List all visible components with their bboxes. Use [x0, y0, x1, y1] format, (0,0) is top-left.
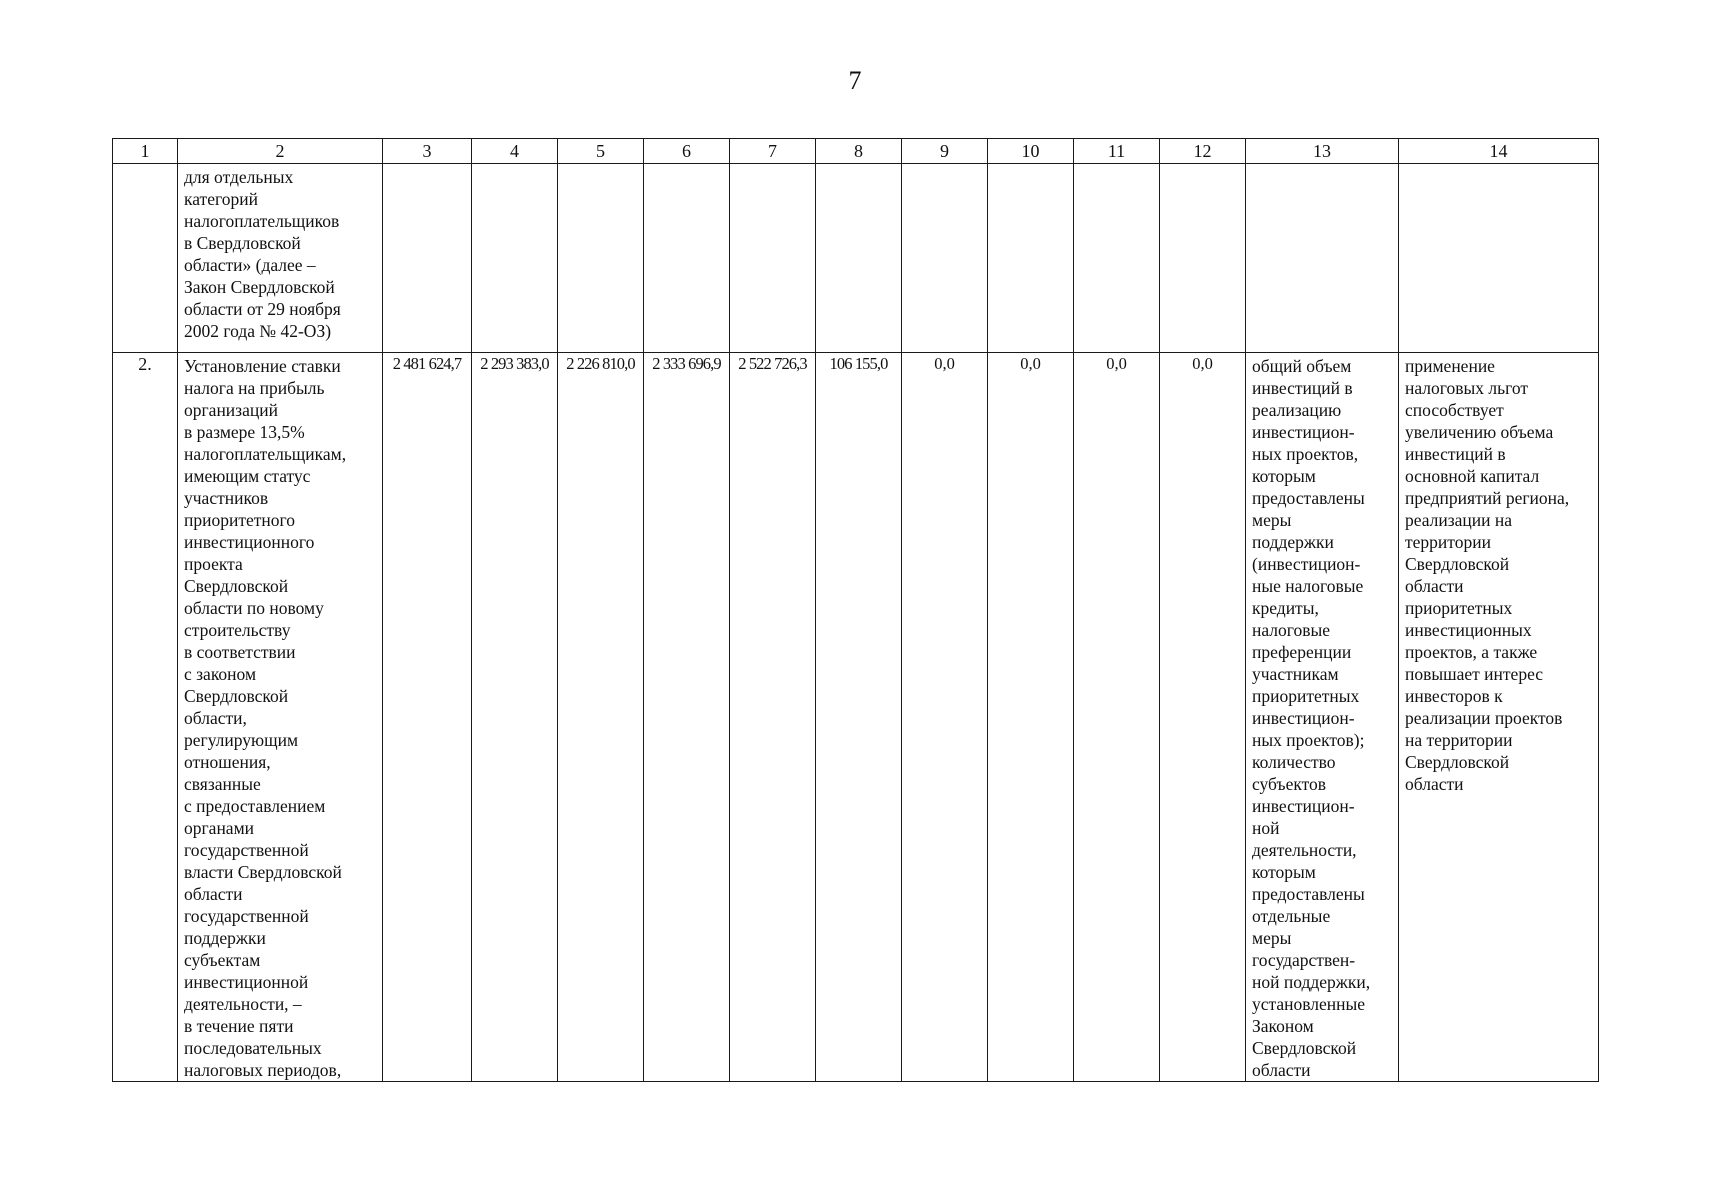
value-cell	[1160, 164, 1246, 353]
column-number-row	[113, 139, 1599, 164]
value-cell: 2 293 383,0	[472, 353, 558, 1082]
value-cell: 2 522 726,3	[730, 353, 816, 1082]
assessment-text: применение налоговых льгот способствует увеличению объема инвестиций в основной капитал предприятий региона, реализации на территории Свердловской области приоритетных инвестиционных проектов, а также повышает интерес инвесторов к реализации проектов на территории Свердловской области	[1405, 356, 1570, 794]
value-cell: 0,0	[1074, 353, 1160, 1082]
value-cell	[988, 164, 1074, 353]
header-cell: 1	[113, 139, 178, 164]
value-cell	[816, 164, 902, 353]
value-cell	[644, 164, 730, 353]
header-cell: 5	[558, 139, 644, 164]
table-row-2	[113, 353, 1599, 1082]
assessment-cell	[1399, 164, 1599, 353]
value-cell	[558, 164, 644, 353]
indicator-cell	[1246, 353, 1399, 1082]
assessment-cell	[1399, 353, 1599, 1082]
indicator-text	[1246, 164, 1398, 166]
value-cell: 2 226 810,0	[558, 353, 644, 1082]
tax-benefits-table	[112, 138, 1599, 1082]
value-cell	[472, 164, 558, 353]
header-cell: 3	[383, 139, 472, 164]
value-cell: 0,0	[1160, 353, 1246, 1082]
value-cell	[730, 164, 816, 353]
indicator-cell	[1246, 164, 1399, 353]
value-cell	[902, 164, 988, 353]
value-cell	[383, 164, 472, 353]
description-cell	[178, 164, 383, 353]
row-number	[113, 164, 178, 353]
value-cell	[1074, 164, 1160, 353]
header-cell: 4	[472, 139, 558, 164]
description-text: Установление ставки налога на прибыль организаций в размере 13,5% налогоплательщикам, имеющим статус участников приоритетного инвестиционного проекта Свердловской области по новому строительству в соответствии с законом Свердловской области, регулирующим отношения, связанные с предоставлением органами государственной власти Свердловской области государственной поддержки субъектам инвестиционной деятельности, – в течение пяти последовательных налоговых периодов,	[184, 356, 347, 1080]
header-cell: 10	[988, 139, 1074, 164]
indicator-text: общий объем инвестиций в реализацию инвестицион- ных проектов, которым предоставлены меры поддержки (инвестицион- ные налоговые кредиты, налоговые преференции участникам приоритетных инвестицион- ных проектов); количество субъектов инвестицион- ной деятельности, которым предоставлены отдельные меры государствен- ной поддержки, установленные Законом Свердловской области	[1252, 356, 1371, 1080]
page-number: 7	[848, 66, 862, 95]
header-cell: 11	[1074, 139, 1160, 164]
header-cell: 6	[644, 139, 730, 164]
header-cell: 2	[178, 139, 383, 164]
table-row-continuation	[113, 164, 1599, 353]
header-cell: 14	[1399, 139, 1599, 164]
assessment-text	[1399, 164, 1598, 166]
description-text: для отдельных категорий налогоплательщиков в Свердловской области» (далее – Закон Свердловской области от 29 ноября 2002 года № 42-ОЗ)	[184, 167, 341, 341]
value-cell: 0,0	[902, 353, 988, 1082]
header-cell: 8	[816, 139, 902, 164]
value-cell: 106 155,0	[816, 353, 902, 1082]
description-cell	[178, 353, 383, 1082]
value-cell: 2 333 696,9	[644, 353, 730, 1082]
row-number: 2.	[113, 353, 178, 1082]
header-cell: 13	[1246, 139, 1399, 164]
value-cell: 0,0	[988, 353, 1074, 1082]
header-cell: 9	[902, 139, 988, 164]
header-cell: 12	[1160, 139, 1246, 164]
header-cell: 7	[730, 139, 816, 164]
value-cell: 2 481 624,7	[383, 353, 472, 1082]
